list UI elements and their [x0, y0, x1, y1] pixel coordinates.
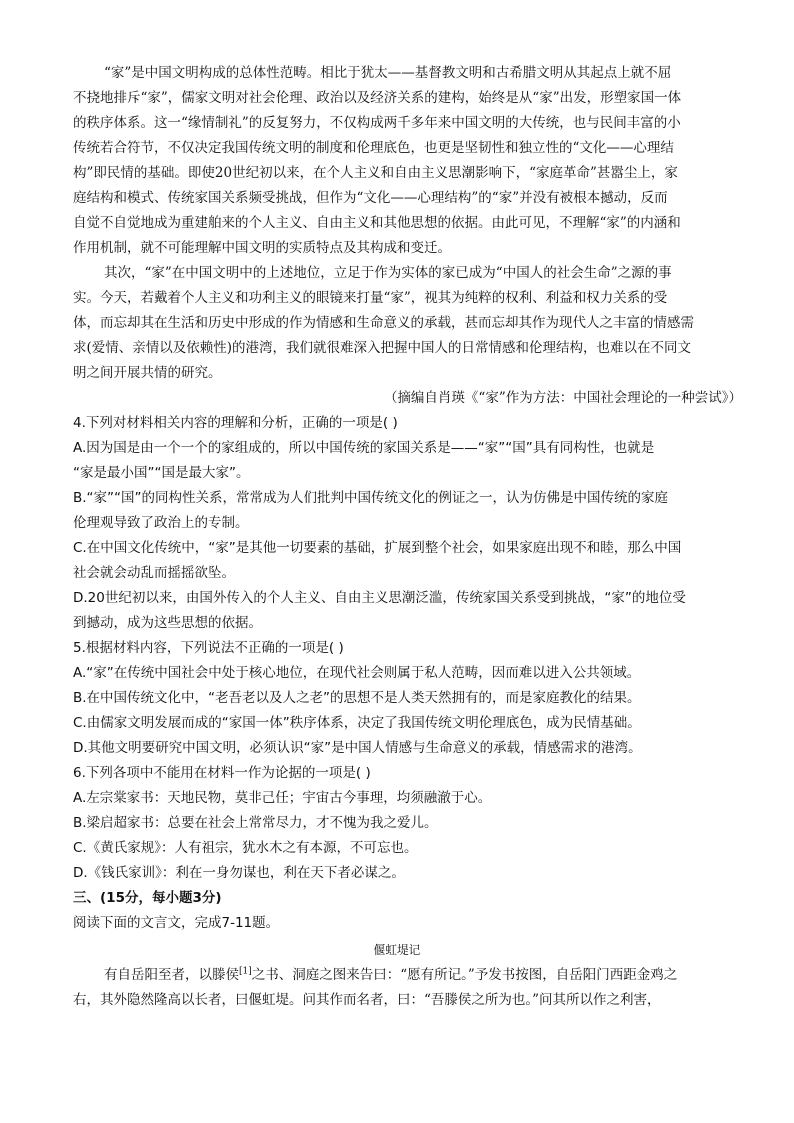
passage-source: （摘编自肖瑛《“家”作为方法：中国社会理论的一种尝试》）: [383, 390, 742, 406]
classical-text-title: 偃虹堤记: [373, 943, 421, 957]
passage-line: “家”是中国文明构成的总体性范畴。相比于犹太——基督教文明和古希腊文明从其起点上就不屈: [104, 65, 672, 81]
q4-option-b-cont: 伦理观导致了政治上的专制。: [73, 515, 249, 531]
q5-option-d: D.其他文明要研究中国文明，必须认识“家”是中国人情感与生命意义的承载，情感需求的港湾。: [73, 740, 642, 756]
question-6-stem: 6.下列各项中不能用在材料一作为论据的一项是( ): [73, 765, 371, 781]
classical-text-part: 之书、洞庭之图来告曰：“愿有所记。”予发书按图，自岳阳门西距金鸡之: [251, 967, 678, 983]
passage-line: 作用机制，就不可能理解中国文明的实质特点及其构成和变迁。: [73, 240, 451, 256]
q4-option-b: B.“家”“国”的同构性关系，常常成为人们批判中国传统文化的例证之一，认为仿佛是中国传统的家庭: [73, 490, 669, 506]
classical-text-line: [104, 966, 677, 984]
q5-option-c: C.由儒家文明发展而成的“家国一体”秩序体系，决定了我国传统文明伦理底色，成为民情基础。: [73, 715, 641, 731]
q6-option-b: B.梁启超家书：总要在社会上常常尽力，才不愧为我之爱儿。: [73, 815, 438, 831]
q6-option-d: D.《钱氏家训》：利在一身勿谋也，利在天下者必谋之。: [73, 865, 405, 881]
section-instruction: 阅读下面的文言文，完成7-11题。: [73, 915, 280, 931]
passage-line: 体，而忘却其在生活和历史中形成的作为情感和生命意义的承载，甚而忘却其作为现代人之丰富的情感需: [73, 315, 694, 331]
classical-text-line: 右，其外隐然隆高以长者，曰偃虹堤。问其作而名者，曰：“吾滕侯之所为也。”问其所以作之利害，: [73, 992, 661, 1008]
passage-line: 传统若合符节，不仅决定我国传统文明的制度和伦理底色，也更是坚韧性和独立性的“文化——心理结: [73, 140, 674, 156]
passage-line: 构”即民情的基础。即使20世纪初以来，在个人主义和自由主义思潮影响下，“家庭革命”甚嚣尘上，家: [73, 165, 678, 181]
passage-line: 求(爱情、亲情以及依赖性)的港湾，我们就很难深入把握中国人的日常情感和伦理结构，也难以在不同文: [73, 340, 692, 356]
q4-option-a-cont: “家是最小国”“国是最大家”。: [73, 465, 250, 481]
passage-line: 实。今天，若戴着个人主义和功利主义的眼镜来打量“家”，视其为纯粹的权利、利益和权力关系的受: [73, 290, 668, 306]
passage-line: 明之间开展共情的研究。: [73, 365, 222, 381]
passage-line: 不挠地排斥“家”，儒家文明对社会伦理、政治以及经济关系的建构，始终是从“家”出发，形塑家国一体: [73, 90, 682, 106]
classical-text-part: 有自岳阳至者，以滕侯: [104, 967, 239, 983]
q6-option-c: C.《黄氏家规》：人有祖宗，犹水木之有本源，不可忘也。: [73, 840, 418, 856]
q4-option-d: D.20世纪初以来，由国外传入的个人主义、自由主义思潮泛滥，传统家国关系受到挑战，“家”的地位受: [73, 590, 686, 606]
q4-option-d-cont: 到撼动，成为这些思想的依据。: [73, 615, 262, 631]
q5-option-b: B.在中国传统文化中，“老吾老以及人之老”的思想不是人类天然拥有的，而是家庭教化的结果。: [73, 690, 641, 706]
q4-option-a: A.因为国是由一个一个的家组成的，所以中国传统的家国关系是——“家”“国”具有同构性，也就是: [73, 440, 655, 456]
passage-line: 自觉不自觉地成为重建舶来的个人主义、自由主义和其他思想的依据。由此可见，不理解“家”的内涵和: [73, 215, 681, 231]
q5-option-a: A.“家”在传统中国社会中处于核心地位，在现代社会则属于私人范畴，因而难以进入公共领域。: [73, 665, 641, 681]
passage-line: 其次，“家”在中国文明中的上述地位，立足于作为实体的家已成为“中国人的社会生命”之源的事: [104, 265, 672, 281]
q6-option-a: A.左宗棠家书：天地民物，莫非己任；宇宙古今事理，均须融澈于心。: [73, 790, 492, 806]
passage-line: 的秩序体系。这一“缘情制礼”的反复努力，不仅构成两千多年来中国文明的大传统，也与民间丰富的小: [73, 115, 681, 131]
question-4-stem: 4.下列对材料相关内容的理解和分析，正确的一项是( ): [73, 415, 398, 431]
q4-option-c: C.在中国文化传统中，“家”是其他一切要素的基础，扩展到整个社会，如果家庭出现不和睦，那么中国: [73, 540, 682, 556]
passage-line: 庭结构和模式、传统家国关系频受挑战，但作为“文化——心理结构”的“家”并没有被根本撼动，反而: [73, 190, 668, 206]
question-5-stem: 5.根据材料内容，下列说法不正确的一项是( ): [73, 640, 344, 656]
footnote-marker: [1]: [239, 966, 252, 977]
q4-option-c-cont: 社会就会动乱而摇摇欲坠。: [73, 565, 235, 581]
section-heading: 三、(15分，每小题3分): [73, 890, 222, 906]
